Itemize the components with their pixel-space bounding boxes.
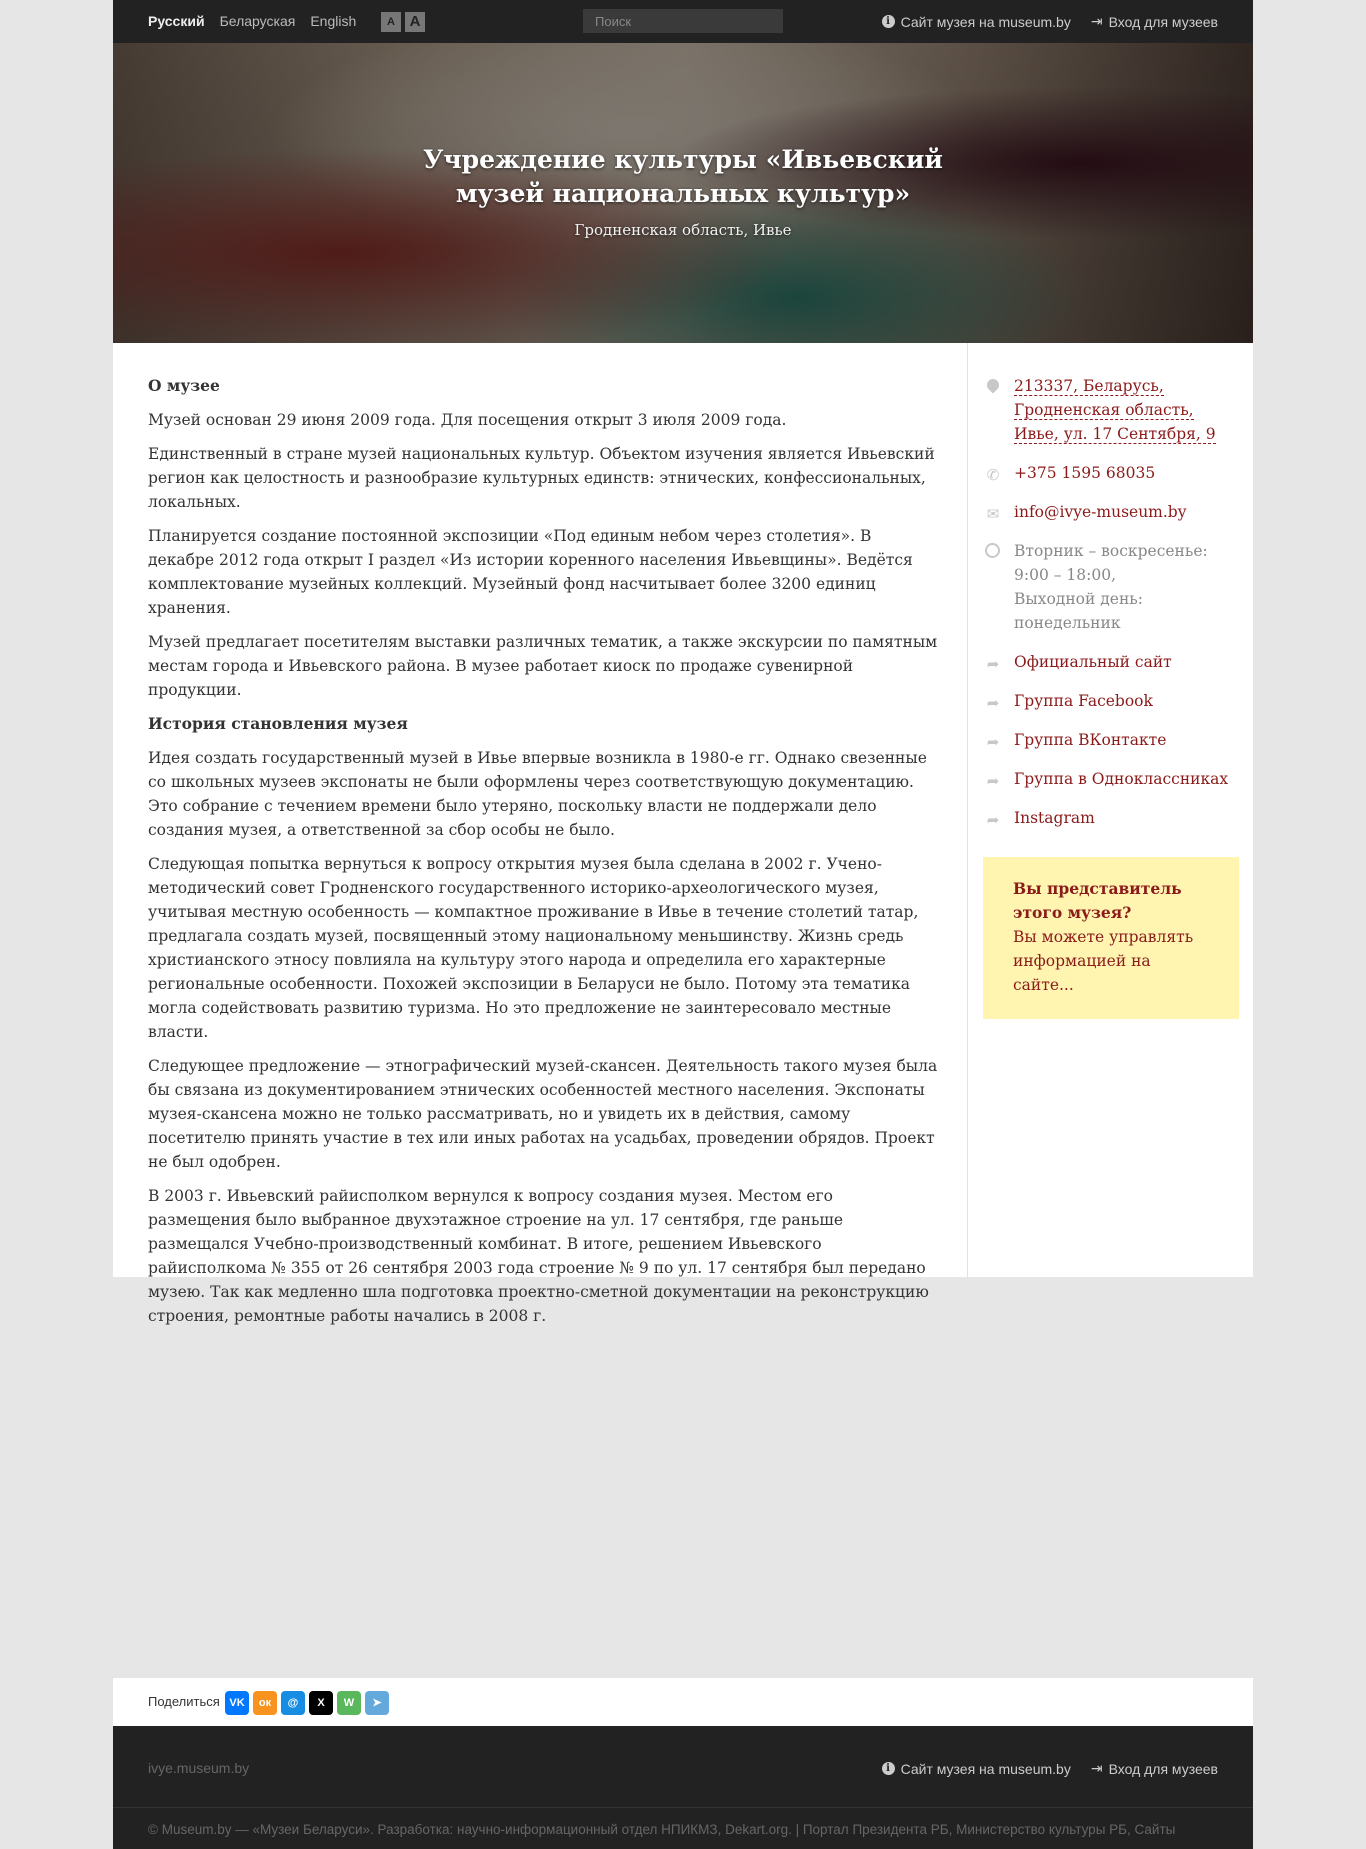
footer-divider — [113, 1807, 1253, 1808]
link-row — [983, 806, 1239, 830]
museum-site-link-label: Сайт музея на museum.by — [900, 13, 1071, 30]
link-row — [983, 650, 1239, 674]
odnoklassniki-group-link[interactable]: Группа в Одноклассниках — [1014, 770, 1229, 788]
history-paragraph: В 2003 г. Ивьевский райисполком вернулся к вопросу создания музея. Местом его размещения было выбранное двухэтажное строение на ул. 17 сентября, где раньше размещался Учебно-производственный комбинат. В итоге, решением Ивьевского райисполкома № 355 от 26 сентября 2003 года строение № 9 по ул. 17 сентября был передано музею. Так как медленно шла подготовка проектно-сметной документации на реконструкцию строения, ремонтные работы начались в 2008 г. — [148, 1187, 929, 1325]
clock-icon — [985, 541, 1001, 559]
footer-museum-site-label: Сайт музея на museum.by — [900, 1760, 1071, 1777]
share-arrow-icon: ➦ — [986, 655, 1000, 673]
top-links — [882, 13, 1218, 30]
about-paragraph: Музей основан 29 июня 2009 года. Для посещения открыт 3 июля 2009 года. — [148, 411, 787, 429]
share-buttons — [225, 1691, 389, 1715]
x-twitter-icon[interactable]: X — [309, 1691, 333, 1715]
link-row — [983, 728, 1239, 752]
font-larger-button[interactable]: A — [405, 12, 425, 32]
whatsapp-icon[interactable]: W — [337, 1691, 361, 1715]
facebook-group-link[interactable]: Группа Facebook — [1014, 692, 1153, 710]
rep-title: Вы представитель этого музея? — [1013, 879, 1182, 922]
email-row — [983, 500, 1239, 524]
rep-text: Вы можете управлять информацией на сайте... — [1013, 928, 1194, 994]
museum-login-link[interactable] — [1091, 13, 1218, 30]
footer-login-label: Вход для музеев — [1108, 1760, 1218, 1777]
search-input[interactable] — [583, 9, 783, 33]
history-paragraph: Следующее предложение — этнографический музей-скансен. Деятельность такого музея была бы связана из документированием этнических особенностей местного населения. Экспонаты музея-скансена можно не только рассматривать, но и увидеть их в действия, самому посетителю принять участие в тех или иных работах на усадьбах, проведении обрядов. Проект не был одобрен. — [148, 1057, 938, 1171]
main-panel — [113, 343, 1253, 1325]
lang-english[interactable]: English — [310, 13, 357, 29]
moimir-icon[interactable]: @ — [281, 1691, 305, 1715]
vkontakte-group-link[interactable]: Группа ВКонтакте — [1014, 731, 1167, 749]
login-icon: ⇥ — [1090, 1760, 1103, 1776]
museum-description — [148, 374, 938, 1338]
location-pin-icon — [985, 376, 1001, 394]
contact-sidebar — [983, 374, 1239, 1019]
hero-banner — [113, 43, 1253, 343]
museum-site-link[interactable] — [882, 13, 1071, 30]
hours-row — [983, 539, 1239, 635]
footer-copyright: © Museum.by — «Музеи Беларуси». Разработка: научно-информационный отдел НПИКМЗ, Dekart.org. | Портал Президента РБ, Министерство культуры РБ, Сайты — [148, 1822, 1176, 1837]
link-row — [983, 767, 1239, 791]
museum-login-link-label: Вход для музеев — [1108, 13, 1218, 30]
footer-domain: ivye.museum.by — [148, 1760, 250, 1776]
footer-links — [882, 1760, 1218, 1777]
share-label: Поделиться — [148, 1694, 220, 1709]
phone-icon: ✆ — [986, 466, 1000, 484]
museum-representative-box[interactable] — [983, 857, 1239, 1019]
share-arrow-icon: ➦ — [986, 811, 1000, 829]
info-icon: i — [882, 1762, 895, 1775]
link-row — [983, 689, 1239, 713]
about-heading: О музее — [148, 376, 220, 395]
info-icon: i — [882, 15, 895, 28]
top-bar — [113, 0, 1253, 43]
about-paragraph: Единственный в стране музей национальных культур. Объектом изучения является Ивьевский регион как целостность и разнообразие культурных единств: этнических, конфессиональных, локальных. — [148, 445, 935, 511]
history-paragraph: Идея создать государственный музей в Ивье впервые возникла в 1980-е гг. Однако свезенные со школьных музеев экспонаты не были оформлены через соответствующую документацию. Это собрание с течением времени было утеряно, поскольку власти не поддержали дело создания музея, а ответственной за сбор особы не было. — [148, 749, 927, 839]
address-row — [983, 374, 1239, 446]
lang-belarusian[interactable]: Беларуская — [219, 13, 296, 29]
footer — [113, 1726, 1253, 1849]
about-paragraph: Музей предлагает посетителям выставки различных тематик, а также экскурсии по памятным местам города и Ивьевского района. В музее работает киоск по продаже сувенирной продукции. — [148, 633, 938, 699]
lang-russian[interactable]: Русский — [148, 13, 205, 29]
day-off: Выходной день: понедельник — [1014, 590, 1143, 632]
page-title: Учреждение культуры «Ивьевский музей национальных культур» — [423, 145, 943, 208]
history-paragraph: Следующая попытка вернуться к вопросу открытия музея была сделана в 2002 г. Учено-методический совет Гродненского государственного историко-археологического музея, учитывая местную особенность — компактное проживание в Ивье в течение столетий татар, предлагала создать музей, посвященный этому национальному меньшинству. Жизнь средь христианского этносу повлияла на культуру этого народа и определила его характерные региональные особенности. Похожей экспозиции в Беларуси не было. Потому эта тематика могла содействовать развитию туризма. Но это предложение не заинтересовало местные власти. — [148, 855, 919, 1041]
odnoklassniki-icon[interactable]: ок — [253, 1691, 277, 1715]
history-heading: История становления музея — [148, 714, 408, 733]
telegram-icon[interactable]: ➤ — [365, 1691, 389, 1715]
font-smaller-button[interactable]: A — [381, 12, 401, 32]
official-site-link[interactable]: Официальный сайт — [1014, 653, 1172, 671]
share-bar — [113, 1678, 1253, 1726]
envelope-icon: ✉ — [986, 505, 1000, 523]
phone-row — [983, 461, 1239, 485]
share-arrow-icon: ➦ — [986, 733, 1000, 751]
page-subtitle: Гродненская область, Ивье — [574, 221, 792, 239]
share-arrow-icon: ➦ — [986, 772, 1000, 790]
instagram-link[interactable]: Instagram — [1014, 809, 1095, 827]
footer-museum-site-link[interactable] — [882, 1760, 1071, 1777]
language-switcher — [148, 13, 356, 29]
phone-link[interactable]: +375 1595 68035 — [1014, 464, 1156, 482]
share-arrow-icon: ➦ — [986, 694, 1000, 712]
column-divider — [967, 343, 968, 1277]
address-link[interactable]: 213337, Беларусь, Гродненская область, Ивье, ул. 17 Сентября, 9 — [1014, 377, 1216, 443]
footer-login-link[interactable] — [1091, 1760, 1218, 1777]
vk-icon[interactable]: VK — [225, 1691, 249, 1715]
opening-hours: Вторник – воскресенье: 9:00 – 18:00, — [1014, 542, 1208, 584]
font-size-controls — [381, 12, 425, 32]
login-icon: ⇥ — [1090, 13, 1103, 29]
about-paragraph: Планируется создание постоянной экспозиции «Под единым небом через столетия». В декабре 2012 года открыт I раздел «Из истории коренного населения Ивьевщины». Ведётся комплектование музейных коллекций. Музейный фонд насчитывает более 3200 единиц хранения. — [148, 527, 913, 617]
email-link[interactable]: info@ivye-museum.by — [1014, 503, 1187, 521]
